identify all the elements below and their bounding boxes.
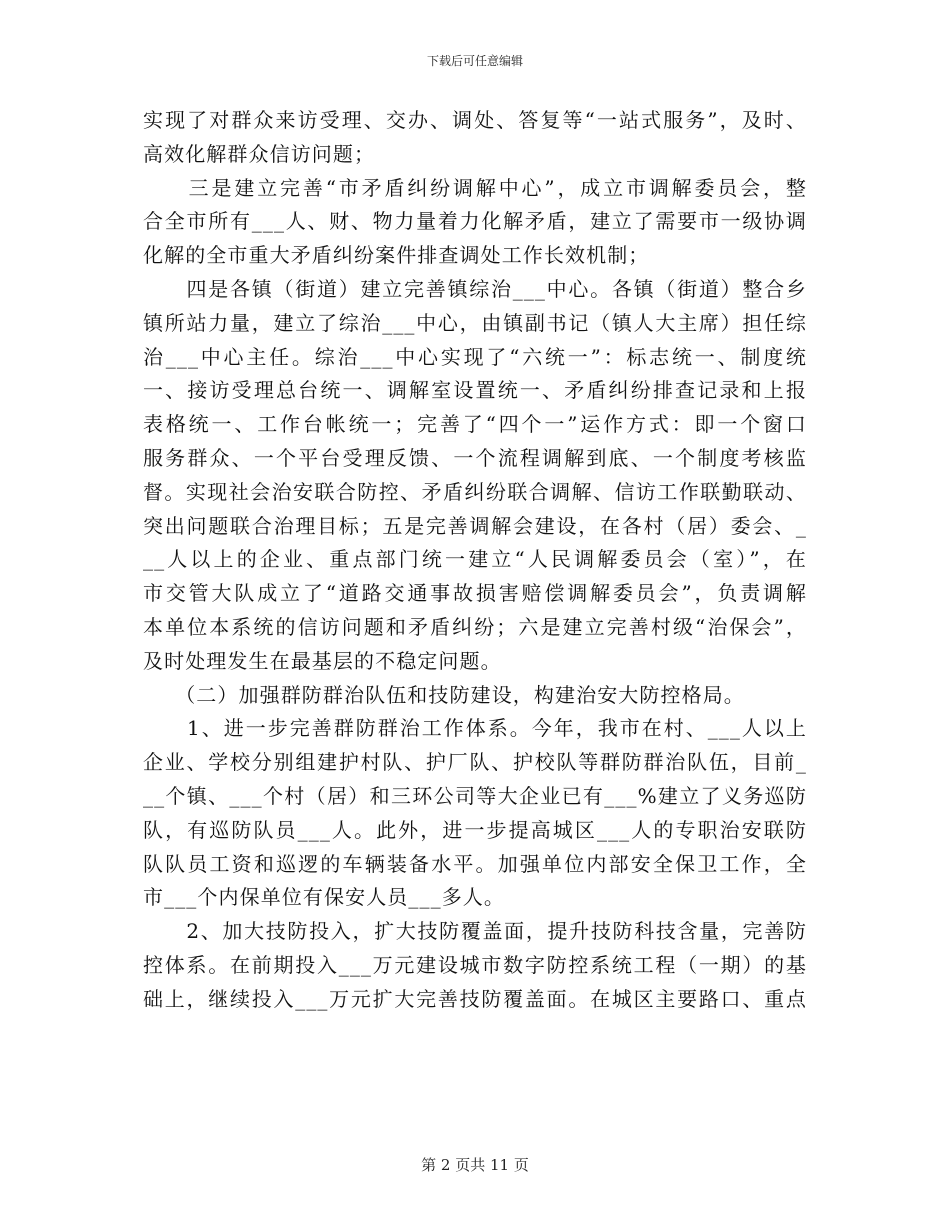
paragraph-line: 2、加大技防投入，扩大技防覆盖面，提升技防科技含量，完善防	[143, 919, 807, 944]
paragraph-line: 实现了对群众来访受理、交办、调处、答复等“一站式服务”，及时、	[143, 108, 807, 132]
paragraph-line: 队，有巡防队员___人。此外，进一步提高城区___人的专职治安联防	[143, 817, 807, 842]
page-header: 下载后可任意编辑	[426, 54, 523, 68]
paragraph-line: 1、进一步完善群防群治工作体系。今年，我市在村、___人以上	[143, 716, 807, 741]
paragraph-line: 镇所站力量，建立了综治___中心，由镇副书记（镇人大主席）担任综	[143, 310, 807, 335]
paragraph-line: 三是建立完善“市矛盾纠纷调解中心”，成立市调解委员会，整	[143, 175, 807, 200]
paragraph-line: __人以上的企业、重点部门统一建立“人民调解委员会（室）”，在	[143, 547, 807, 572]
page-footer: 第 2 页共 11 页	[421, 1156, 529, 1174]
paragraph-line: 市交管大队成立了“道路交通事故损害赔偿调解委员会”，负责调解	[143, 581, 807, 606]
paragraph-line: __个镇、___个村（居）和三环公司等大企业已有___%建立了义务巡防	[143, 783, 807, 808]
document-body	[143, 104, 807, 1017]
paragraph-line: 表格统一、工作台帐统一；完善了“四个一”运作方式：即一个窗口	[143, 412, 807, 437]
section-heading: （二）加强群防群治队伍和技防建设，构建治安大防控格局。	[143, 682, 745, 707]
paragraph-line: 队队员工资和巡逻的车辆装备水平。加强单位内部安全保卫工作，全	[143, 851, 807, 876]
paragraph-line: 控体系。在前期投入___万元建设城市数字防控系统工程（一期）的基	[143, 952, 807, 977]
paragraph-line: 突出问题联合治理目标；五是完善调解会建设，在各村（居）委会、_	[143, 513, 807, 538]
paragraph-line: 化解的全市重大矛盾纠纷案件排查调处工作长效机制；	[143, 243, 650, 268]
paragraph-line: 合全市所有___人、财、物力量着力化解矛盾，建立了需要市一级协调	[143, 209, 807, 234]
paragraph-line: 四是各镇（街道）建立完善镇综治___中心。各镇（街道）整合乡	[143, 276, 807, 301]
paragraph-line: 一、接访受理总台统一、调解室设置统一、矛盾纠纷排查记录和上报	[143, 378, 807, 403]
paragraph-line: 及时处理发生在最基层的不稳定问题。	[143, 648, 502, 673]
paragraph-line: 市___个内保单位有保安人员___多人。	[143, 885, 505, 910]
paragraph-line: 高效化解群众信访问题；	[143, 141, 376, 166]
paragraph-line: 服务群众、一个平台受理反馈、一个流程调解到底、一个制度考核监	[143, 445, 807, 470]
paragraph-line: 督。实现社会治安联合防控、矛盾纠纷联合调解、信访工作联勤联动、	[143, 479, 807, 504]
paragraph-line: 企业、学校分别组建护村队、护厂队、护校队等群防群治队伍，目前_	[143, 750, 807, 775]
paragraph-line: 础上，继续投入___万元扩大完善技防覆盖面。在城区主要路口、重点	[143, 986, 807, 1011]
paragraph-line: 本单位本系统的信访问题和矛盾纠纷；六是建立完善村级“治保会”，	[143, 614, 807, 639]
paragraph-line: 治___中心主任。综治___中心实现了“六统一”：标志统一、制度统	[143, 344, 807, 369]
